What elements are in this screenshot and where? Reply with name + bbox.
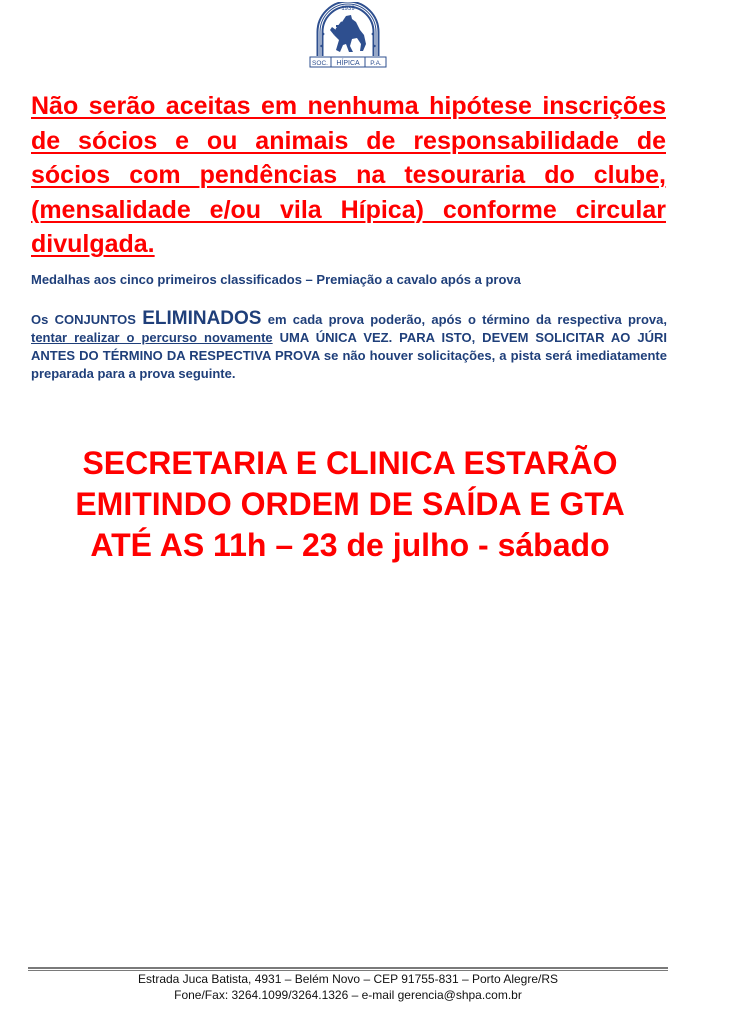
- eliminated-text-part1: Os CONJUNTOS: [31, 312, 143, 327]
- medals-note: Medalhas aos cinco primeiros classificados – Premiação a cavalo após a prova: [31, 272, 521, 287]
- club-logo: [306, 2, 390, 68]
- eliminated-text-part2: em cada prova poderão, após o término da respectiva prova,: [261, 312, 667, 327]
- eliminated-text-part3: UMA ÚNICA VEZ. PARA ISTO, DEVEM SOLICITAR AO JÚRI ANTES DO TÉRMINO DA RESPECTIVA PROVA se não houver solicitações, a pista será imediatamente preparada para a prova seguinte.: [31, 330, 667, 381]
- registration-warning: Não serão aceitas em nenhuma hipótese inscrições de sócios e ou animais de responsabilidade de sócios com pendências na tesouraria do clube, (mensalidade e/ou vila Hípica) conforme circular divulgada.: [31, 92, 666, 258]
- secretaria-line-2: EMITINDO ORDEM DE SAÍDA E GTA: [75, 486, 625, 522]
- secretaria-notice: [20, 443, 680, 566]
- footer-address: Estrada Juca Batista, 4931 – Belém Novo – CEP 91755-831 – Porto Alegre/RS: [137, 972, 559, 986]
- footer-contact: Fone/Fax: 3264.1099/3264.1326 – e-mail gerencia@shpa.com.br: [174, 988, 522, 1002]
- logo-left-text: SOC.: [312, 60, 328, 67]
- eliminated-rules: [31, 310, 667, 383]
- horse-horseshoe-emblem-icon: [306, 2, 390, 68]
- logo-center-text: HÍPICA: [336, 60, 360, 67]
- secretaria-line-1: SECRETARIA E CLINICA ESTARÃO: [82, 445, 618, 481]
- eliminated-highlight: ELIMINADOS: [142, 308, 262, 329]
- footer: [28, 971, 668, 1003]
- eliminated-underlined: tentar realizar o percurso novamente: [31, 330, 273, 345]
- logo-year: 1939: [341, 6, 355, 12]
- secretaria-line-3: ATÉ AS 11h – 23 de julho - sábado: [90, 527, 610, 563]
- logo-right-text: P.A.: [370, 60, 382, 67]
